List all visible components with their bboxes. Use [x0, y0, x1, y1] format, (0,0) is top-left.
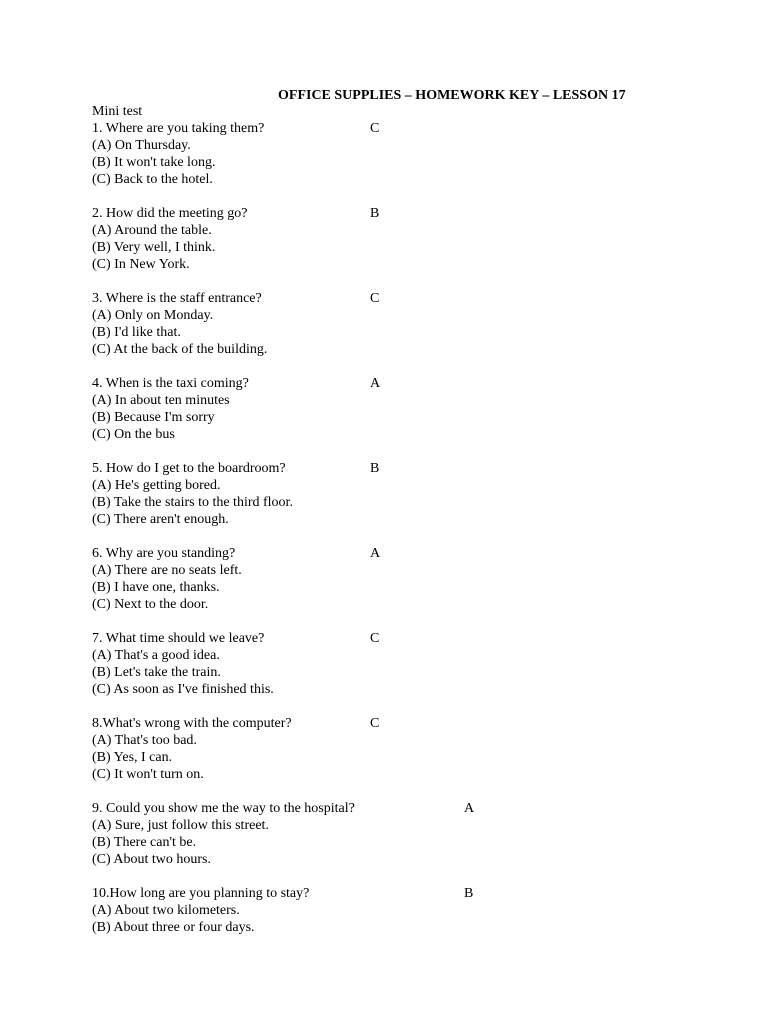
answer-key: C: [370, 716, 380, 731]
question-text: 6. Why are you standing?: [92, 546, 236, 561]
answer-key: A: [464, 801, 475, 816]
question-block-2: [92, 205, 728, 273]
document-subtitle: Mini test: [92, 104, 143, 119]
answer-option: (B) It won't take long.: [92, 155, 216, 170]
answer-option: (C) There aren't enough.: [92, 512, 229, 527]
answer-key: B: [464, 886, 474, 901]
answer-option: (C) It won't turn on.: [92, 767, 204, 782]
answer-option: (B) Because I'm sorry: [92, 410, 215, 425]
answer-option: (A) About two kilometers.: [92, 903, 240, 918]
answer-option: (A) Sure, just follow this street.: [92, 818, 269, 833]
question-block-6: [92, 545, 728, 613]
answer-key: C: [370, 121, 380, 136]
question-line: [92, 545, 728, 562]
question-line: [92, 630, 728, 647]
answer-option: (B) There can't be.: [92, 835, 197, 850]
question-block-4: [92, 375, 728, 443]
question-line: [92, 290, 728, 307]
answer-key: C: [370, 631, 380, 646]
question-text: 10.How long are you planning to stay?: [92, 886, 310, 901]
question-block-5: [92, 460, 728, 528]
answer-option: (A) Only on Monday.: [92, 308, 214, 323]
question-line: [92, 885, 728, 902]
answer-key: C: [370, 291, 380, 306]
question-line: [92, 375, 728, 392]
question-line: [92, 205, 728, 222]
question-line: [92, 715, 728, 732]
answer-key: B: [370, 461, 380, 476]
answer-option: (B) I'd like that.: [92, 325, 181, 340]
question-text: 7. What time should we leave?: [92, 631, 265, 646]
question-text: 3. Where is the staff entrance?: [92, 291, 262, 306]
answer-key: A: [370, 546, 381, 561]
answer-option: (C) In New York.: [92, 257, 190, 272]
answer-option: (B) Take the stairs to the third floor.: [92, 495, 293, 510]
question-line: [92, 120, 728, 137]
answer-option: (B) I have one, thanks.: [92, 580, 220, 595]
answer-option: (C) On the bus: [92, 427, 175, 442]
question-block-9: [92, 800, 728, 868]
question-block-10: [92, 885, 728, 936]
answer-option: (B) Yes, I can.: [92, 750, 173, 765]
question-block-3: [92, 290, 728, 358]
answer-option: (B) Let's take the train.: [92, 665, 221, 680]
answer-option: (A) In about ten minutes: [92, 393, 230, 408]
answer-option: (C) At the back of the building.: [92, 342, 268, 357]
question-text: 2. How did the meeting go?: [92, 206, 248, 221]
answer-option: (B) About three or four days.: [92, 920, 255, 935]
question-text: 8.What's wrong with the computer?: [92, 716, 292, 731]
answer-option: (A) On Thursday.: [92, 138, 191, 153]
question-text: 1. Where are you taking them?: [92, 121, 265, 136]
answer-option: (A) He's getting bored.: [92, 478, 221, 493]
document-body: [92, 103, 728, 953]
document-title: OFFICE SUPPLIES – HOMEWORK KEY – LESSON 17: [278, 88, 626, 103]
question-line: [92, 800, 728, 817]
answer-option: (C) Next to the door.: [92, 597, 209, 612]
question-text: 4. When is the taxi coming?: [92, 376, 249, 391]
answer-option: (A) That's a good idea.: [92, 648, 220, 663]
answer-option: (C) Back to the hotel.: [92, 172, 213, 187]
answer-option: (A) Around the table.: [92, 223, 212, 238]
answer-option: (A) That's too bad.: [92, 733, 197, 748]
question-line: [92, 460, 728, 477]
question-block-8: [92, 715, 728, 783]
answer-option: (A) There are no seats left.: [92, 563, 242, 578]
question-text: 9. Could you show me the way to the hospital?: [92, 801, 355, 816]
answer-option: (B) Very well, I think.: [92, 240, 216, 255]
answer-key: B: [370, 206, 380, 221]
question-block-7: [92, 630, 728, 698]
answer-option: (C) As soon as I've finished this.: [92, 682, 274, 697]
question-block-1: [92, 120, 728, 188]
answer-key: A: [370, 376, 381, 391]
answer-option: (C) About two hours.: [92, 852, 211, 867]
question-text: 5. How do I get to the boardroom?: [92, 461, 286, 476]
